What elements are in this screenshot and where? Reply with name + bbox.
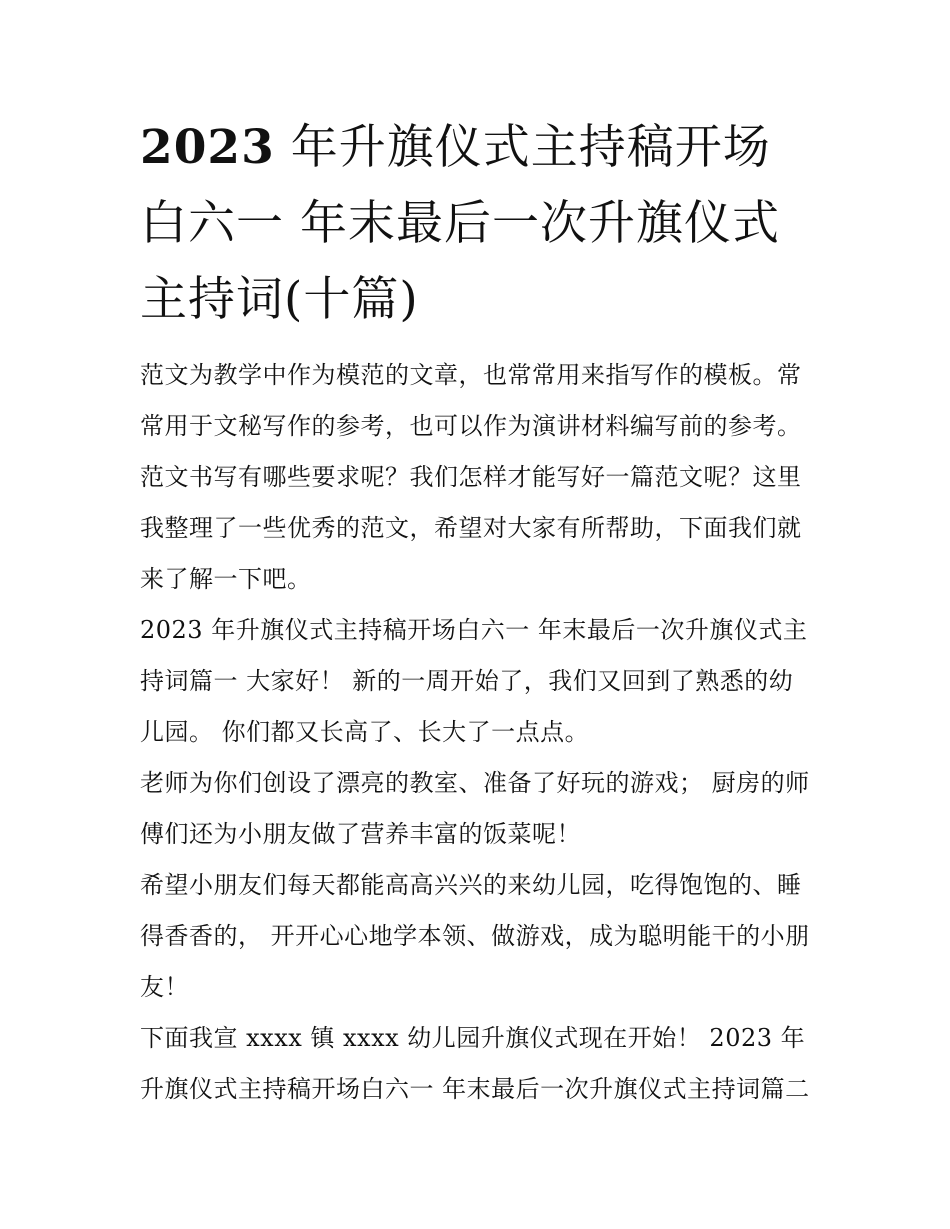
intro-paragraph: 范文为教学中作为模范的文章，也常常用来指写作的模板。常常用于文秘写作的参考，也可以作为演讲材料编写前的参考。范文书写有哪些要求呢？我们怎样才能写好一篇范文呢？这里我整理了一些优秀的范文，希望对大家有所帮助，下面我们就来了解一下吧。: [140, 361, 802, 593]
title-year: 2023: [140, 120, 275, 175]
body-paragraph: 希望小朋友们每天都能高高兴兴的来幼儿园，吃得饱饱的、睡得香香的， 开开心心地学本领、做游戏，成为聪明能干的小朋友！: [140, 871, 810, 1001]
title-text: 年升旗仪式主持稿开场白六一 年末最后一次升旗仪式主持词(十篇): [140, 120, 780, 327]
body-paragraph: 下面我宣 xxxx 镇 xxxx 幼儿园升旗仪式现在开始！ 2023 年升旗仪式主持稿开场白六一 年末最后一次升旗仪式主持词篇二: [140, 1024, 810, 1103]
document-title: [140, 110, 812, 338]
body-paragraph: 老师为你们创设了漂亮的教室、准备了好玩的游戏； 厨房的师傅们还为小朋友做了营养丰富的饭菜呢！: [140, 769, 810, 848]
document-page: [140, 110, 812, 1115]
body-paragraph: 2023 年升旗仪式主持稿开场白六一 年末最后一次升旗仪式主持词篇一 大家好！ 新的一周开始了，我们又回到了熟悉的幼儿园。 你们都又长高了、长大了一点点。: [140, 616, 808, 746]
